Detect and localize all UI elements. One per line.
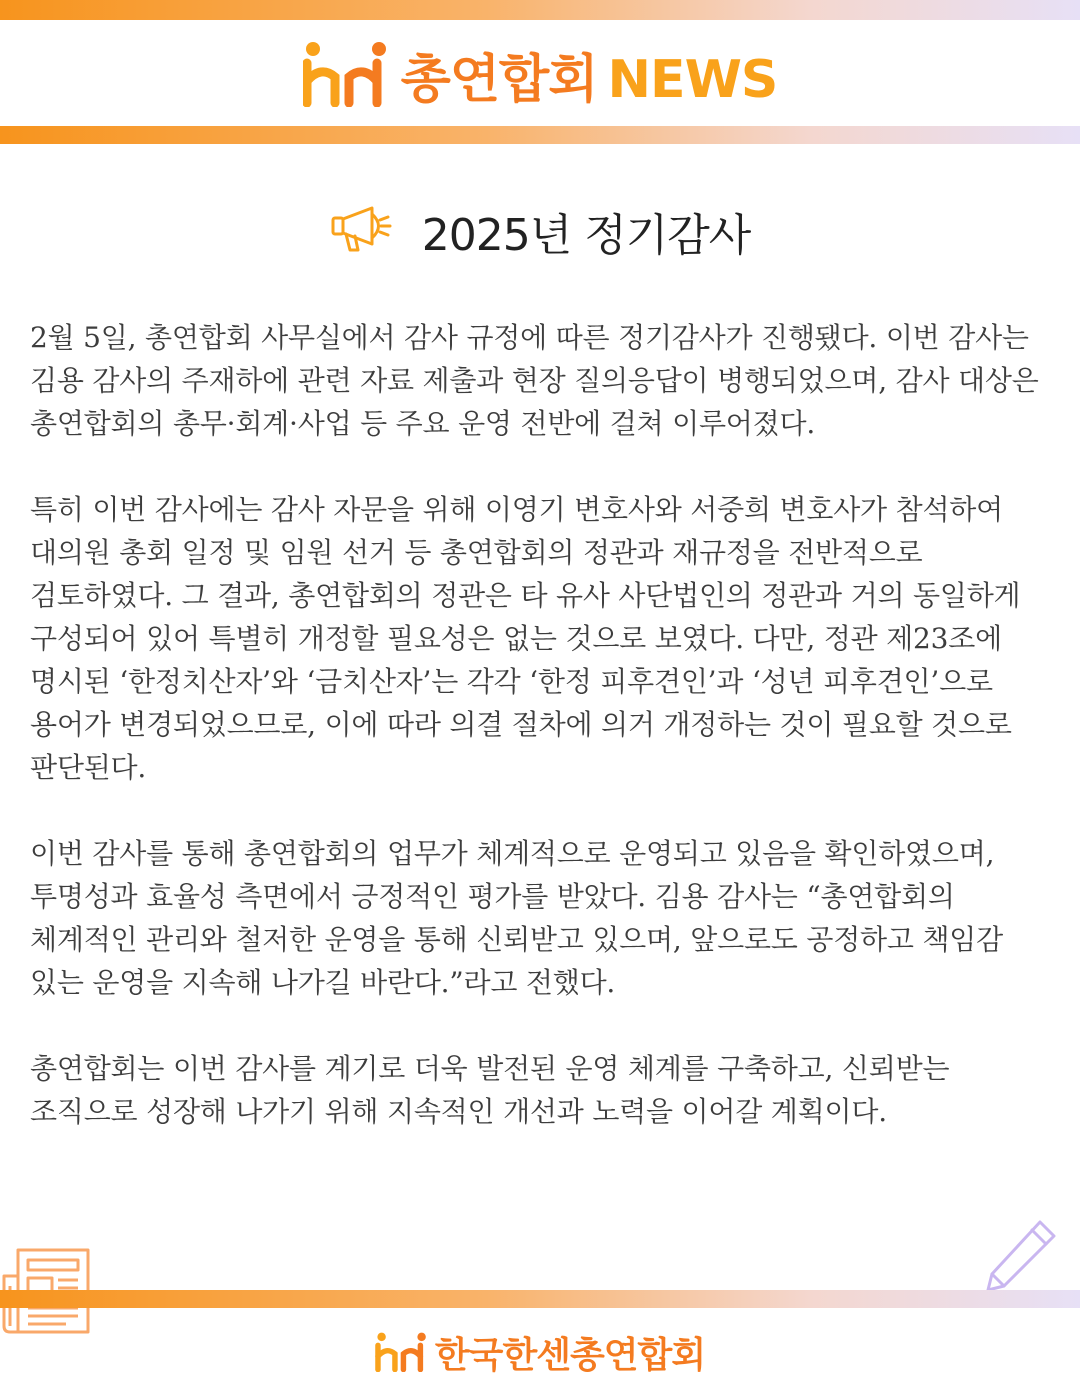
organization-name: 한국한센총연합회 — [434, 1334, 706, 1376]
footer-divider-bar — [0, 1290, 1080, 1308]
hi-logo-icon — [303, 41, 387, 107]
header-news-label: NEWS — [607, 49, 778, 110]
hi-logo-icon — [375, 1332, 427, 1372]
article-paragraph: 이번 감사를 통해 총연합회의 업무가 체계적으로 운영되고 있음을 확인하였으며, 투명성과 효율성 측면에서 긍정적인 평가를 받았다. 김용 감사는 “총연합회의 체계적인 관리와 철저한 운영을 통해 신뢰받고 있으며, 앞으로도 공정하고 책임감 있는 운영을 지속해 나가길 바란다.”라고 전했다. — [30, 837, 1003, 999]
newsletter-header — [0, 24, 1080, 124]
header-title-text: 총연합회 — [400, 49, 598, 110]
article-headline — [0, 196, 1080, 266]
article-paragraph: 총연합회는 이번 감사를 계기로 더욱 발전된 운영 체계를 구축하고, 신뢰받는 조직으로 성장해 나가기 위해 지속적인 개선과 노력을 이어갈 계획이다. — [30, 1052, 950, 1128]
header-divider-bar — [0, 126, 1080, 144]
article-paragraph: 2월 5일, 총연합회 사무실에서 감사 규정에 따른 정기감사가 진행됐다. 이번 감사는 김용 감사의 주재하에 관련 자료 제출과 현장 질의응답이 병행되었으며, 감사 대상은 총연합회의 총무·회계·사업 등 주요 운영 전반에 걸쳐 이루어졌다. — [30, 321, 1039, 440]
top-gradient-bar — [0, 0, 1080, 20]
article-title: 2025년 정기감사 — [421, 210, 751, 261]
megaphone-icon — [330, 204, 396, 258]
article-body — [30, 316, 1050, 1176]
pencil-icon — [982, 1218, 1058, 1298]
article-paragraph: 특히 이번 감사에는 감사 자문을 위해 이영기 변호사와 서중희 변호사가 참석하여 대의원 총회 일정 및 임원 선거 등 총연합회의 정관과 재규정을 전반적으로 검토하였다. 그 결과, 총연합회의 정관은 타 유사 사단법인의 정관과 거의 동일하게 구성되어 있어 특별히 개정할 필요성은 없는 것으로 보였다. 다만, 정관 제23조에 명시된 ‘한정치산자’와 ‘금치산자’는 각각 ‘한정 피후견인’과 ‘성년 피후견인’으로 용어가 변경되었으므로, 이에 따라 의결 절차에 의거 개정하는 것이 필요할 것으로 판단된다. — [30, 493, 1021, 784]
newsletter-footer — [0, 1322, 1080, 1382]
header-title — [401, 37, 778, 112]
